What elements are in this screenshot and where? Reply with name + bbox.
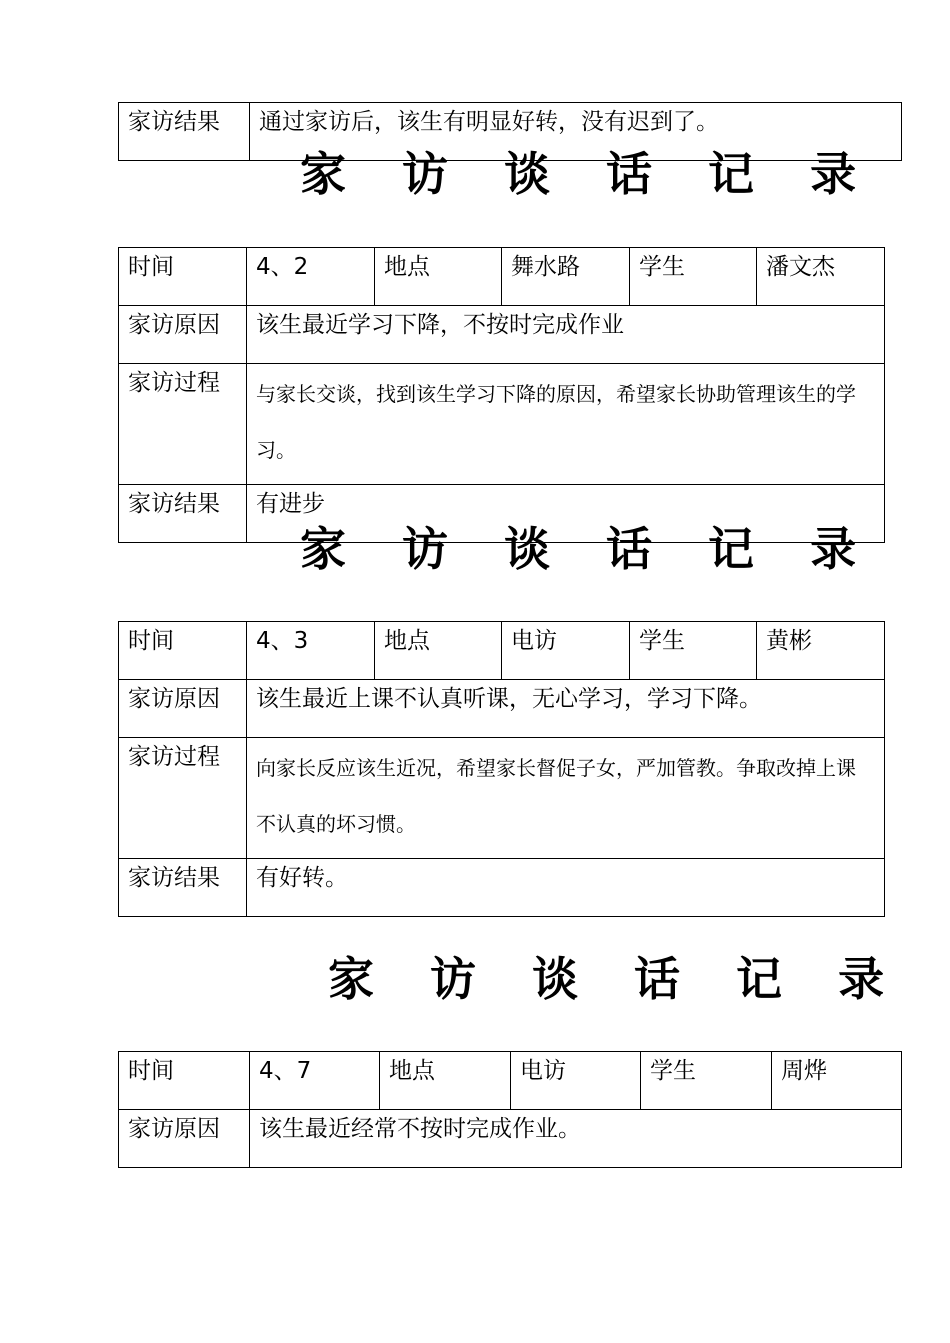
student-value: 周烨 — [772, 1052, 902, 1110]
info-row — [119, 248, 885, 306]
process-value: 与家长交谈，找到该生学习下降的原因，希望家长协助管理该生的学习。 — [247, 364, 885, 485]
info-row — [119, 1052, 902, 1110]
record-title: 家 访 谈 话 记 录 — [300, 147, 877, 201]
result-label: 家访结果 — [119, 485, 247, 543]
student-label: 学生 — [630, 622, 757, 680]
place-label: 地点 — [380, 1052, 511, 1110]
process-row — [119, 738, 885, 859]
reason-label: 家访原因 — [119, 1110, 250, 1168]
reason-value: 该生最近经常不按时完成作业。 — [250, 1110, 902, 1168]
result-label: 家访结果 — [119, 103, 250, 161]
process-label: 家访过程 — [119, 364, 247, 485]
result-row — [119, 859, 885, 917]
place-value: 电访 — [511, 1052, 641, 1110]
reason-value: 该生最近学习下降，不按时完成作业 — [247, 306, 885, 364]
record-table — [118, 1051, 902, 1168]
student-value: 黄彬 — [757, 622, 885, 680]
reason-row — [119, 306, 885, 364]
time-label: 时间 — [119, 248, 247, 306]
result-label: 家访结果 — [119, 859, 247, 917]
record-table — [118, 621, 885, 917]
process-row — [119, 364, 885, 485]
record-table — [118, 247, 885, 543]
place-value: 电访 — [502, 622, 630, 680]
info-row — [119, 622, 885, 680]
time-value: 4、2 — [247, 248, 375, 306]
student-value: 潘文杰 — [757, 248, 885, 306]
result-value: 有进步 — [247, 485, 885, 543]
student-label: 学生 — [630, 248, 757, 306]
place-value: 舞水路 — [502, 248, 630, 306]
place-label: 地点 — [375, 248, 502, 306]
student-label: 学生 — [641, 1052, 772, 1110]
time-value: 4、3 — [247, 622, 375, 680]
time-label: 时间 — [119, 1052, 250, 1110]
time-value: 4、7 — [250, 1052, 380, 1110]
place-label: 地点 — [375, 622, 502, 680]
reason-row — [119, 1110, 902, 1168]
record-title: 家 访 谈 话 记 录 — [300, 522, 877, 576]
result-value: 有好转。 — [247, 859, 885, 917]
result-value: 通过家访后，该生有明显好转，没有迟到了。 — [250, 103, 902, 161]
reason-label: 家访原因 — [119, 680, 247, 738]
time-label: 时间 — [119, 622, 247, 680]
reason-row — [119, 680, 885, 738]
reason-label: 家访原因 — [119, 306, 247, 364]
record-title: 家 访 谈 话 记 录 — [328, 952, 905, 1006]
process-label: 家访过程 — [119, 738, 247, 859]
process-value: 向家长反应该生近况，希望家长督促子女，严加管教。争取改掉上课不认真的坏习惯。 — [247, 738, 885, 859]
reason-value: 该生最近上课不认真听课，无心学习，学习下降。 — [247, 680, 885, 738]
